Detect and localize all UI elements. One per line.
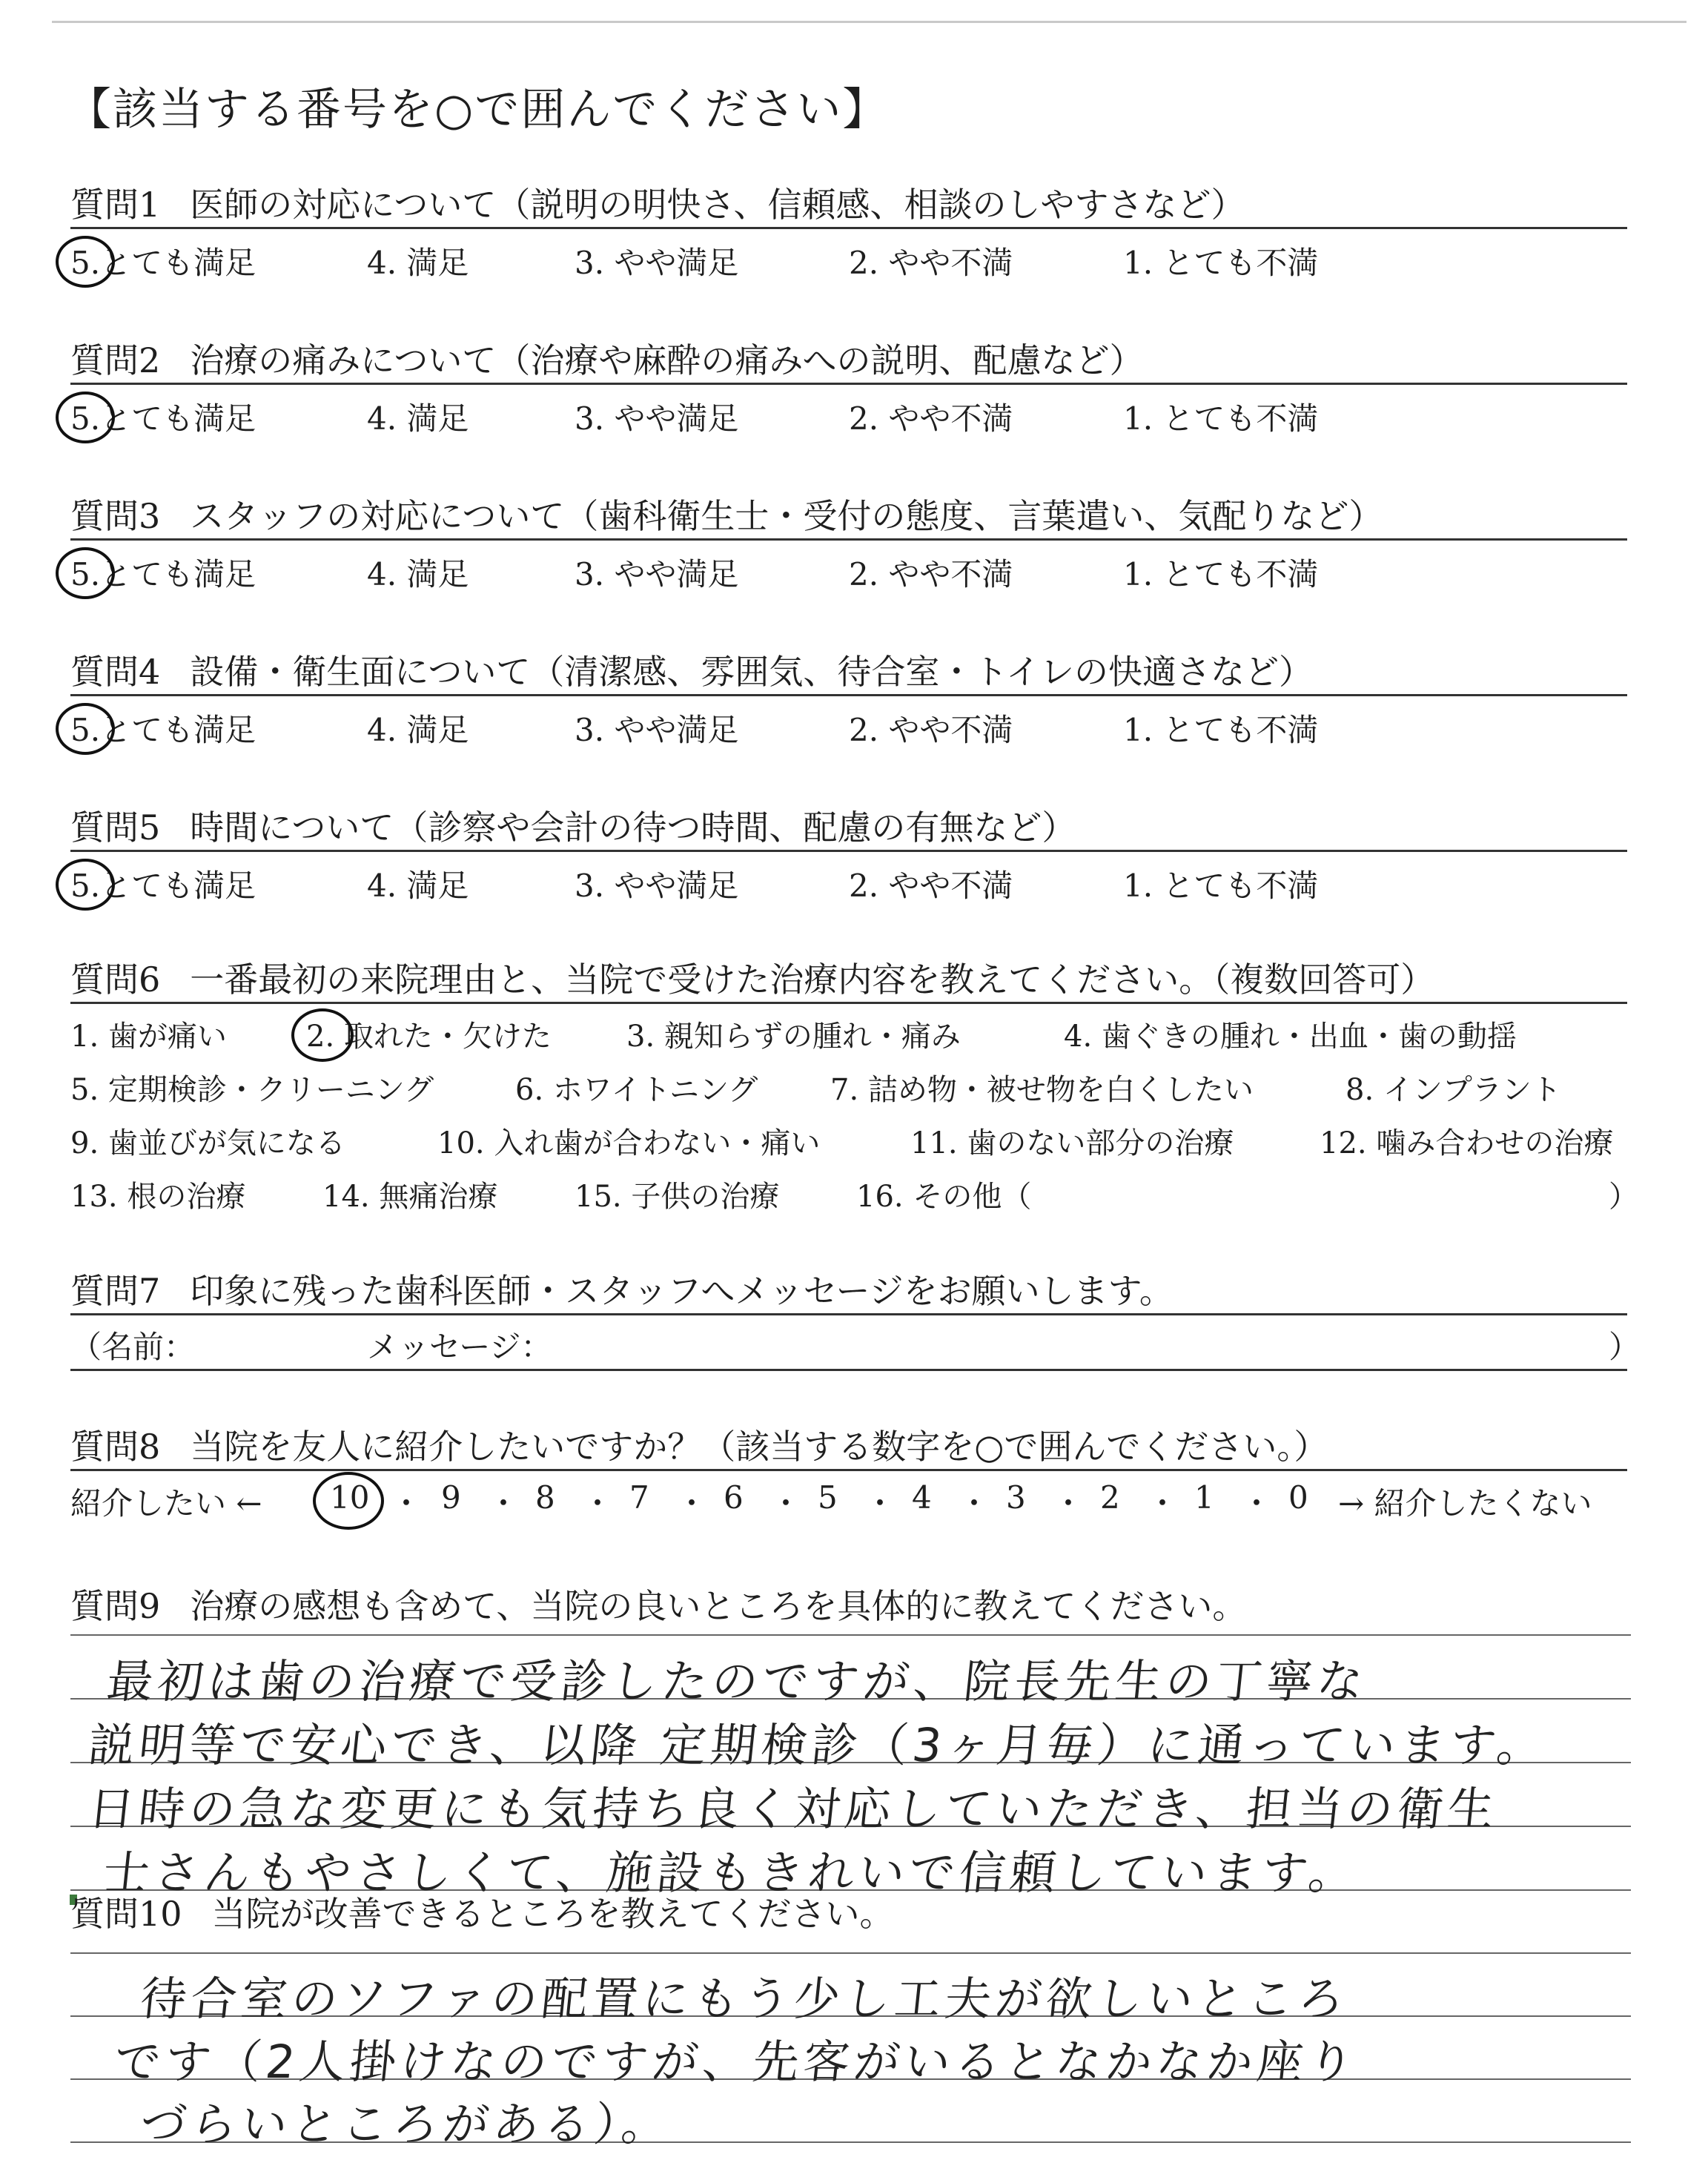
q6-selection-circle (291, 1008, 354, 1062)
q6-row-2 (70, 1066, 1642, 1108)
q5-selection-circle (56, 859, 115, 911)
q2-option-3[interactable]: 3. やや満足 (575, 400, 739, 437)
q8-sep: ・ (582, 1485, 614, 1522)
q5-option-1[interactable]: 1. とても不満 (1123, 868, 1319, 904)
q4-number: 質問4 (70, 652, 161, 692)
q7-fields (70, 1323, 1641, 1365)
q1-option-3[interactable]: 3. やや満足 (575, 245, 739, 281)
q3-option-5[interactable]: 5.とても満足 (70, 556, 256, 592)
q8-sep: ・ (1241, 1485, 1273, 1522)
q4-options (70, 706, 1627, 750)
q6-item-11[interactable]: 11. 歯のない部分の治療 (910, 1126, 1234, 1160)
q2-options (70, 394, 1627, 439)
q8-scale-9[interactable]: 9 (441, 1479, 461, 1516)
q8-scale-10[interactable]: 10 (330, 1479, 370, 1516)
q3-number: 質問3 (70, 496, 161, 536)
q6-item-14[interactable]: 14. 無痛治療 (322, 1180, 498, 1214)
q6-item-10[interactable]: 10. 入れ歯が合わない・痛い (437, 1126, 821, 1160)
q4-selection-circle (56, 703, 115, 755)
q6-text: 一番最初の来院理由と、当院で受けた治療内容を教えてください。（複数回答可） (190, 960, 1435, 1000)
q5-text: 時間について（診察や会計の待つ時間、配慮の有無など） (190, 807, 1076, 848)
q7-name-label: （名前： (70, 1329, 196, 1365)
q3-rule (70, 538, 1627, 541)
q7-number: 質問7 (70, 1271, 161, 1311)
q2-option-1[interactable]: 1. とても不満 (1123, 400, 1319, 437)
q7-message-label: メッセージ： (367, 1329, 552, 1365)
q8-sep: ・ (864, 1485, 896, 1522)
q2-number: 質問2 (70, 340, 161, 380)
q8-selection-circle (313, 1472, 384, 1530)
q1-selection-circle (56, 236, 115, 288)
q6-rule (70, 1002, 1627, 1004)
q1-options (70, 239, 1627, 283)
q2-option-5[interactable]: 5.とても満足 (70, 400, 256, 437)
q4-option-1[interactable]: 1. とても不満 (1123, 712, 1319, 748)
q8-sep: ・ (488, 1485, 520, 1522)
q8-scale-3[interactable]: 3 (1006, 1479, 1026, 1516)
q10-answer-line: です（2人掛けなのですが、先客がいるとなかなか座り (111, 2035, 1361, 2089)
q8-text: 当院を友人に紹介したいですか？（該当する数字を○で囲んでください。） (190, 1427, 1328, 1467)
q8-scale-8[interactable]: 8 (535, 1479, 555, 1516)
q8-scale-1[interactable]: 1 (1194, 1479, 1214, 1516)
q6-item-1[interactable]: 1. 歯が痛い (70, 1020, 227, 1054)
q1-option-5[interactable]: 5.とても満足 (70, 245, 256, 281)
q8-sep: ・ (676, 1485, 708, 1522)
q7-close: ） (1609, 1329, 1641, 1365)
q8-right-label: → 紹介したくない (1338, 1485, 1592, 1522)
q10-text: 当院が改善できるところを教えてください。 (211, 1894, 894, 1934)
q7-title (70, 1264, 1174, 1313)
q6-item-15[interactable]: 15. 子供の治療 (575, 1180, 780, 1214)
q7-rule (70, 1313, 1627, 1315)
q9-number: 質問9 (70, 1586, 161, 1626)
q8-scale-2[interactable]: 2 (1100, 1479, 1120, 1516)
q6-item-2[interactable]: 2. 取れた・欠けた (306, 1020, 552, 1054)
q8-scale-5[interactable]: 5 (818, 1479, 838, 1516)
q5-options (70, 862, 1627, 906)
q8-rule (70, 1469, 1627, 1471)
q4-option-5[interactable]: 5.とても満足 (70, 712, 256, 748)
q9-answer-line: 日時の急な変更にも気持ち良く対応していただき、担当の衛生 (85, 1782, 1501, 1836)
q3-option-1[interactable]: 1. とても不満 (1123, 556, 1319, 592)
q5-option-2[interactable]: 2. やや不満 (849, 868, 1013, 904)
q1-number: 質問1 (70, 185, 161, 225)
q10-line-1 (70, 1952, 1631, 1954)
q8-sep: ・ (959, 1485, 990, 1522)
q6-item-12[interactable]: 12. 噛み合わせの治療 (1320, 1126, 1614, 1160)
top-rule (52, 21, 1687, 23)
q4-option-3[interactable]: 3. やや満足 (575, 712, 739, 748)
q2-title (70, 334, 1143, 383)
q8-left-label: 紹介したい ← (70, 1485, 262, 1522)
q6-item-9[interactable]: 9. 歯並びが気になる (70, 1126, 345, 1160)
q5-option-5[interactable]: 5.とても満足 (70, 868, 256, 904)
q6-item-16[interactable]: 16. その他（ (856, 1180, 1032, 1214)
q8-sep: ・ (1147, 1485, 1179, 1522)
q5-number: 質問5 (70, 807, 161, 848)
q2-option-2[interactable]: 2. やや不満 (849, 400, 1013, 437)
q6-row-3 (70, 1120, 1642, 1161)
page-header: 【該当する番号を○で囲んでください】 (67, 84, 889, 136)
q6-other-close: ） (1609, 1180, 1638, 1214)
q1-option-1[interactable]: 1. とても不満 (1123, 245, 1319, 281)
q8-scale-7[interactable]: 7 (629, 1479, 649, 1516)
q9-line-1 (70, 1634, 1631, 1636)
q10-number: 質問10 (70, 1894, 182, 1934)
q8-scale-6[interactable]: 6 (724, 1479, 744, 1516)
q6-item-3[interactable]: 3. 親知らずの腫れ・痛み (626, 1020, 961, 1054)
q6-row-4 (70, 1173, 1642, 1215)
q8-scale (70, 1479, 1642, 1524)
q6-title (70, 953, 1434, 1002)
q7-text: 印象に残った歯科医師・スタッフへメッセージをお願いします。 (190, 1271, 1174, 1311)
q7-bottom-rule (70, 1369, 1627, 1371)
q1-option-2[interactable]: 2. やや不満 (849, 245, 1013, 281)
q3-option-3[interactable]: 3. やや満足 (575, 556, 739, 592)
q8-title (70, 1420, 1328, 1469)
q8-scale-0[interactable]: 0 (1288, 1479, 1308, 1516)
q3-selection-circle (56, 547, 115, 599)
q1-title (70, 178, 1245, 227)
q3-text: スタッフの対応について（歯科衛生士・受付の態度、言葉遣い、気配りなど） (190, 496, 1383, 536)
q9-title (70, 1579, 1246, 1628)
q8-sep: ・ (770, 1485, 802, 1522)
q9-answer-line: 説明等で安心でき、以降 定期検診（3ヶ月毎）に通っています。 (85, 1718, 1551, 1772)
q1-text: 医師の対応について（説明の明快さ、信頼感、相談のしやすさなど） (190, 185, 1245, 225)
q8-sep: ・ (1053, 1485, 1085, 1522)
q9-text: 治療の感想も含めて、当院の良いところを具体的に教えてください。 (190, 1586, 1247, 1626)
q3-option-4[interactable]: 4. 満足 (367, 556, 469, 592)
q8-number: 質問8 (70, 1427, 161, 1467)
q3-options (70, 550, 1627, 595)
q5-option-3[interactable]: 3. やや満足 (575, 868, 739, 904)
q6-item-8[interactable]: 8. インプラント (1345, 1073, 1561, 1107)
q10-title (70, 1887, 894, 1936)
q6-item-4[interactable]: 4. 歯ぐきの腫れ・出血・歯の動揺 (1064, 1020, 1517, 1054)
q5-title (70, 801, 1076, 850)
q4-title (70, 645, 1313, 694)
q2-option-4[interactable]: 4. 満足 (367, 400, 469, 437)
q2-rule (70, 383, 1627, 385)
q9-answer-line: 士さんもやさしくて、施設もきれいで信頼しています。 (100, 1846, 1363, 1900)
q8-scale-4[interactable]: 4 (912, 1479, 932, 1516)
q1-rule (70, 227, 1627, 229)
q3-option-2[interactable]: 2. やや不満 (849, 556, 1013, 592)
q2-selection-circle (56, 392, 115, 443)
q8-sep: ・ (391, 1485, 423, 1522)
q10-answer-line: 待合室のソファの配置にもう少し工夫が欲しいところ (137, 1972, 1351, 2026)
q6-item-6[interactable]: 6. ホワイトニング (515, 1073, 758, 1107)
q9-answer-line: 最初は歯の治療で受診したのですが、院長先生の丁寧な (104, 1654, 1371, 1708)
q5-rule (70, 850, 1627, 852)
q3-title (70, 489, 1383, 538)
q4-option-2[interactable]: 2. やや不満 (849, 712, 1013, 748)
q6-number: 質問6 (70, 960, 161, 1000)
q2-text: 治療の痛みについて（治療や麻酔の痛みへの説明、配慮など） (190, 340, 1144, 380)
q6-item-7[interactable]: 7. 詰め物・被せ物を白くしたい (830, 1073, 1254, 1107)
q1-option-4[interactable]: 4. 満足 (367, 245, 469, 281)
q6-item-13[interactable]: 13. 根の治療 (70, 1180, 246, 1214)
q5-option-4[interactable]: 4. 満足 (367, 868, 469, 904)
q4-option-4[interactable]: 4. 満足 (367, 712, 469, 748)
q4-text: 設備・衛生面について（清潔感、雰囲気、待合室・トイレの快適さなど） (190, 652, 1314, 692)
q6-item-5[interactable]: 5. 定期検診・クリーニング (70, 1073, 434, 1107)
q10-answer-line: づらいところがある）。 (137, 2097, 675, 2151)
q4-rule (70, 694, 1627, 696)
